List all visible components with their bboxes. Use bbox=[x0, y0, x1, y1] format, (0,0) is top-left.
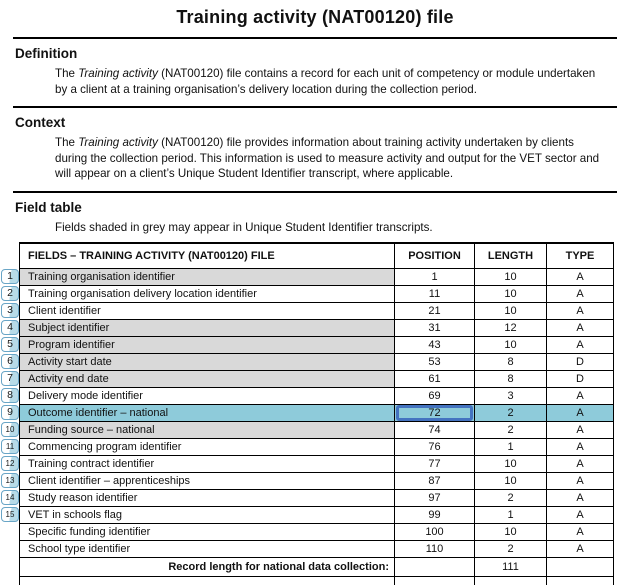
length-cell: 10 bbox=[475, 524, 547, 541]
table-row bbox=[20, 269, 614, 286]
length-cell: 2 bbox=[475, 490, 547, 507]
field-name-cell bbox=[7, 269, 395, 286]
type-cell: A bbox=[547, 286, 614, 303]
row-number-badge[interactable]: 2 bbox=[1, 286, 19, 301]
field-name: VET in schools flag bbox=[28, 509, 122, 521]
length-cell: 2 bbox=[475, 422, 547, 439]
field-name-cell bbox=[7, 388, 395, 405]
type-cell: A bbox=[547, 473, 614, 490]
field-name: Commencing program identifier bbox=[28, 441, 182, 453]
cut-off-cell bbox=[395, 577, 475, 585]
position-cell: 43 bbox=[395, 337, 475, 354]
position-cell: 21 bbox=[395, 303, 475, 320]
type-cell: A bbox=[547, 439, 614, 456]
table-row bbox=[20, 524, 614, 541]
position-cell: 61 bbox=[395, 371, 475, 388]
table-row bbox=[20, 354, 614, 371]
field-name-cell bbox=[7, 371, 395, 388]
field-name: Training organisation delivery location identifier bbox=[28, 288, 257, 300]
type-cell: A bbox=[547, 422, 614, 439]
type-cell: A bbox=[547, 269, 614, 286]
type-cell: A bbox=[547, 320, 614, 337]
table-row bbox=[20, 388, 614, 405]
type-cell: A bbox=[547, 388, 614, 405]
table-row bbox=[20, 371, 614, 388]
context-text-italic: Training activity bbox=[78, 136, 158, 149]
field-table-body bbox=[5, 269, 614, 585]
length-cell: 1 bbox=[475, 439, 547, 456]
header-fields: FIELDS – TRAINING ACTIVITY (NAT00120) FILE bbox=[20, 243, 395, 269]
type-cell: A bbox=[547, 541, 614, 558]
record-length-label-cell: Record length for national data collection: bbox=[20, 558, 395, 577]
field-name-cell bbox=[5, 473, 395, 490]
field-name-cell bbox=[7, 303, 395, 320]
page-title: Training activity (NAT00120) file bbox=[176, 7, 454, 27]
length-cell: 10 bbox=[475, 456, 547, 473]
field-name-cell bbox=[7, 354, 395, 371]
definition-text-rest: (NAT00120) file contains a record for each unit of competency or module undertaken by a client at a training organisation’s delivery location during the collection period. bbox=[55, 67, 596, 96]
type-cell: A bbox=[547, 456, 614, 473]
position-cell: 1 bbox=[395, 269, 475, 286]
row-number-badge[interactable]: 12 bbox=[1, 456, 19, 471]
table-row bbox=[20, 303, 614, 320]
row-number-badge[interactable]: 1 bbox=[1, 269, 19, 284]
row-number-badge[interactable]: 11 bbox=[1, 439, 19, 454]
position-cell: 97 bbox=[395, 490, 475, 507]
divider bbox=[13, 191, 617, 193]
row-number-badge[interactable]: 4 bbox=[1, 320, 19, 335]
field-name: Delivery mode identifier bbox=[28, 390, 143, 402]
field-name: Specific funding identifier bbox=[28, 526, 151, 538]
length-cell: 10 bbox=[475, 303, 547, 320]
length-cell: 2 bbox=[475, 405, 547, 422]
type-cell: A bbox=[547, 490, 614, 507]
record-length-position-cell bbox=[395, 558, 475, 577]
row-number-badge[interactable]: 7 bbox=[1, 371, 19, 386]
position-cell: 100 bbox=[395, 524, 475, 541]
table-row bbox=[20, 422, 614, 439]
field-table-intro: Fields shaded in grey may appear in Unique Student Identifier transcripts. bbox=[55, 220, 433, 234]
type-cell: D bbox=[547, 371, 614, 388]
row-number-badge[interactable]: 14 bbox=[1, 490, 19, 505]
field-name-cell bbox=[7, 286, 395, 303]
position-cell: 76 bbox=[395, 439, 475, 456]
row-number-badge[interactable]: 6 bbox=[1, 354, 19, 369]
table-row bbox=[20, 320, 614, 337]
definition-heading: Definition bbox=[15, 46, 78, 61]
field-name: School type identifier bbox=[28, 543, 131, 555]
context-heading: Context bbox=[15, 115, 66, 130]
field-name: Client identifier – apprenticeships bbox=[28, 475, 191, 487]
type-cell: A bbox=[547, 303, 614, 320]
type-cell: A bbox=[547, 524, 614, 541]
field-name-cell bbox=[7, 337, 395, 354]
length-cell: 10 bbox=[475, 337, 547, 354]
row-number-badge[interactable]: 5 bbox=[1, 337, 19, 352]
position-selection-box[interactable]: 72 bbox=[396, 405, 473, 421]
position-cell: 110 bbox=[395, 541, 475, 558]
length-cell: 12 bbox=[475, 320, 547, 337]
divider bbox=[13, 37, 617, 39]
position-cell: 74 bbox=[395, 422, 475, 439]
field-name: Training organisation identifier bbox=[28, 271, 175, 283]
field-table bbox=[5, 242, 614, 585]
length-cell: 8 bbox=[475, 354, 547, 371]
type-cell: A bbox=[547, 405, 614, 422]
table-row bbox=[20, 490, 614, 507]
field-name-cell bbox=[5, 422, 395, 439]
header-length: LENGTH bbox=[475, 243, 547, 269]
field-name-cell bbox=[7, 405, 395, 422]
row-number-badge[interactable]: 3 bbox=[1, 303, 19, 318]
field-name: Training contract identifier bbox=[28, 458, 155, 470]
length-cell: 8 bbox=[475, 371, 547, 388]
cut-off-cell bbox=[20, 577, 395, 585]
divider bbox=[13, 106, 617, 108]
position-cell: 31 bbox=[395, 320, 475, 337]
table-row bbox=[20, 439, 614, 456]
context-text-prefix: The bbox=[55, 136, 79, 149]
header-row bbox=[20, 243, 614, 269]
field-name: Activity start date bbox=[28, 356, 112, 368]
field-name-cell bbox=[5, 507, 395, 524]
cut-off-row bbox=[20, 577, 614, 585]
definition-text-prefix: The bbox=[55, 67, 79, 80]
field-name: Funding source – national bbox=[28, 424, 155, 436]
type-cell: D bbox=[547, 354, 614, 371]
definition-text-italic: Training activity bbox=[78, 67, 158, 80]
length-cell: 10 bbox=[475, 269, 547, 286]
context-text-rest: (NAT00120) file provides information about training activity undertaken by clients during the collection period. This information is used to measure activity and output for the VET sector and will appear on a client’s Unique Student Identifier transcript, where applicable. bbox=[55, 136, 600, 180]
row-number-badge[interactable]: 13 bbox=[1, 473, 19, 488]
type-cell: A bbox=[547, 507, 614, 524]
field-table-heading: Field table bbox=[15, 199, 82, 215]
length-cell: 3 bbox=[475, 388, 547, 405]
position-cell: 11 bbox=[395, 286, 475, 303]
record-length-value-cell: 111 bbox=[475, 558, 547, 577]
row-number-badge[interactable]: 10 bbox=[1, 422, 19, 437]
table-row bbox=[20, 473, 614, 490]
header-position: POSITION bbox=[395, 243, 475, 269]
field-name-cell bbox=[20, 541, 395, 558]
context-paragraph bbox=[55, 135, 608, 182]
length-cell: 1 bbox=[475, 507, 547, 524]
field-name: Client identifier bbox=[28, 305, 101, 317]
length-cell: 10 bbox=[475, 473, 547, 490]
row-number-badge[interactable]: 9 bbox=[1, 405, 19, 420]
length-cell: 10 bbox=[475, 286, 547, 303]
position-cell: 77 bbox=[395, 456, 475, 473]
position-cell bbox=[395, 405, 475, 422]
row-number-badge[interactable]: 8 bbox=[1, 388, 19, 403]
field-name-cell bbox=[5, 456, 395, 473]
field-name-cell bbox=[5, 490, 395, 507]
record-length-type-cell bbox=[547, 558, 614, 577]
type-cell: A bbox=[547, 337, 614, 354]
field-name: Outcome identifier – national bbox=[28, 407, 169, 419]
field-name: Activity end date bbox=[28, 373, 109, 385]
field-name-cell bbox=[7, 320, 395, 337]
position-cell: 53 bbox=[395, 354, 475, 371]
table-row bbox=[20, 337, 614, 354]
position-cell: 69 bbox=[395, 388, 475, 405]
field-name-cell bbox=[5, 439, 395, 456]
row-number-badge[interactable]: 15 bbox=[1, 507, 19, 522]
field-name: Program identifier bbox=[28, 339, 115, 351]
cut-off-cell bbox=[475, 577, 547, 585]
definition-paragraph bbox=[55, 66, 608, 97]
section-field-table bbox=[0, 200, 630, 585]
table-row bbox=[20, 405, 614, 422]
position-cell: 99 bbox=[395, 507, 475, 524]
header-type: TYPE bbox=[547, 243, 614, 269]
length-cell: 2 bbox=[475, 541, 547, 558]
cut-off-cell bbox=[547, 577, 614, 585]
field-name: Subject identifier bbox=[28, 322, 110, 334]
section-definition bbox=[0, 46, 630, 97]
table-row bbox=[20, 541, 614, 558]
section-context bbox=[0, 115, 630, 182]
field-name-cell bbox=[20, 524, 395, 541]
table-row bbox=[20, 456, 614, 473]
table-row bbox=[20, 507, 614, 524]
position-cell: 87 bbox=[395, 473, 475, 490]
record-length-row bbox=[20, 558, 614, 577]
field-table-header bbox=[20, 243, 614, 269]
table-row bbox=[20, 286, 614, 303]
field-name: Study reason identifier bbox=[28, 492, 138, 504]
